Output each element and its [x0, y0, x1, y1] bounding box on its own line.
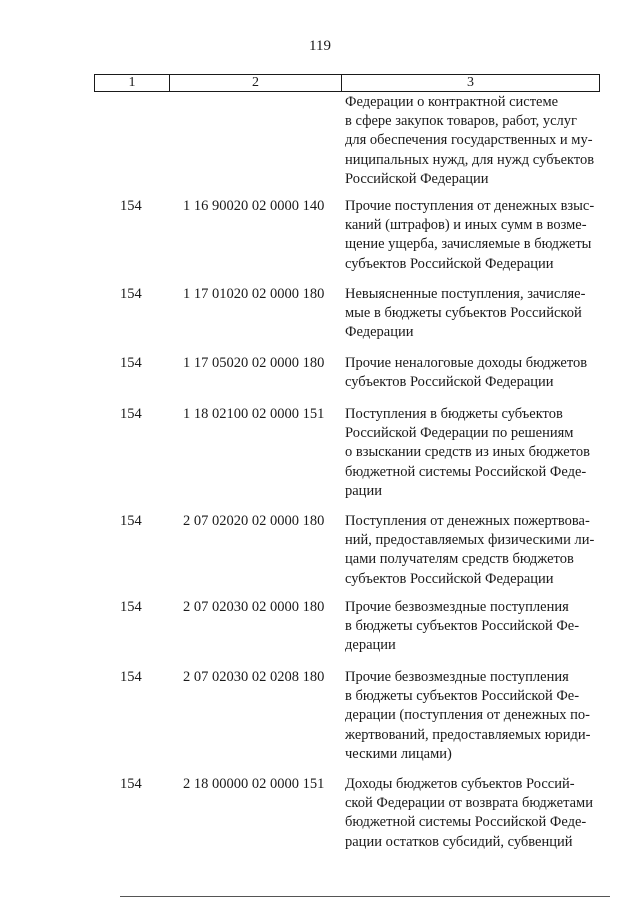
text-line: о взыскании средств из иных бюджетов [345, 444, 590, 461]
text-line: Российской Федерации по решениям [345, 425, 574, 442]
admin-code: 154 [120, 286, 142, 302]
header-col-3: 3 [467, 75, 474, 90]
income-code: 1 18 02100 02 0000 151 [183, 406, 325, 422]
income-code: 2 07 02030 02 0000 180 [183, 599, 325, 615]
admin-code: 154 [120, 406, 142, 422]
header-col-2: 2 [170, 75, 342, 91]
text-line: Прочие безвозмездные поступления [345, 599, 569, 615]
admin-code: 154 [120, 669, 142, 685]
text-line: мые в бюджеты субъектов Российской [345, 305, 582, 322]
table-header [94, 74, 600, 92]
income-name [345, 354, 605, 392]
text-line: бюджетной системы Российской Феде- [345, 463, 587, 480]
text-line: ниципальных нужд, для нужд субъектов [345, 151, 595, 168]
text-line: для обеспечения государственных и му- [345, 132, 593, 149]
income-name [345, 775, 605, 852]
text-line: в бюджеты субъектов Российской Фе- [345, 688, 580, 705]
text-line: жертвований, предоставляемых юриди- [345, 726, 591, 743]
income-name [345, 668, 605, 764]
continuation-text [345, 93, 605, 189]
admin-code: 154 [120, 599, 142, 615]
text-line: ской Федерации от возврата бюджетами [345, 795, 593, 812]
text-line: щение ущерба, зачисляемые в бюджеты [345, 236, 592, 253]
text-line: рации [345, 482, 382, 499]
income-code: 1 17 05020 02 0000 180 [183, 355, 325, 371]
text-line: Поступления от денежных пожертвова- [345, 513, 590, 529]
income-code: 2 07 02020 02 0000 180 [183, 513, 325, 529]
admin-code: 154 [120, 355, 142, 371]
page-bottom-rule [120, 896, 610, 898]
text-line: рации остатков субсидий, субвенций [345, 833, 573, 850]
text-line: Поступления в бюджеты субъектов [345, 406, 563, 422]
admin-code: 154 [120, 776, 142, 792]
text-line: Федерации [345, 324, 414, 341]
text-line: субъектов Российской Федерации [345, 374, 554, 391]
text-line: Прочие безвозмездные поступления [345, 669, 569, 685]
text-line: в сфере закупок товаров, работ, услуг [345, 113, 577, 130]
income-code: 2 07 02030 02 0208 180 [183, 669, 325, 685]
header-col-1: 1 [95, 75, 170, 91]
income-code: 2 18 00000 02 0000 151 [183, 776, 325, 792]
income-code: 1 17 01020 02 0000 180 [183, 286, 325, 302]
admin-code: 154 [120, 513, 142, 529]
income-name [345, 405, 605, 501]
text-line: каний (штрафов) и иных сумм в возме- [345, 217, 587, 234]
text-line: Невыясненные поступления, зачисляе- [345, 286, 586, 302]
admin-code: 154 [120, 198, 142, 214]
income-name [345, 512, 605, 589]
text-line: субъектов Российской Федерации [345, 570, 554, 587]
text-line: Федерации о контрактной системе [345, 94, 559, 110]
text-line: цами получателям средств бюджетов [345, 551, 574, 568]
text-line: Прочие поступления от денежных взыс- [345, 198, 595, 214]
text-line: ческими лицами) [345, 745, 452, 762]
text-line: Доходы бюджетов субъектов Россий- [345, 776, 575, 792]
income-name [345, 598, 605, 656]
page-number: 119 [309, 38, 331, 54]
text-line: Российской Федерации [345, 170, 489, 187]
text-line: в бюджеты субъектов Российской Фе- [345, 618, 580, 635]
text-line: бюджетной системы Российской Феде- [345, 814, 587, 831]
income-code: 1 16 90020 02 0000 140 [183, 198, 325, 214]
text-line: дерации (поступления от денежных по- [345, 707, 590, 724]
income-name [345, 285, 605, 343]
text-line: ний, предоставляемых физическими ли- [345, 532, 595, 549]
text-line: субъектов Российской Федерации [345, 255, 554, 272]
income-name [345, 197, 605, 274]
text-line: дерации [345, 637, 396, 654]
text-line: Прочие неналоговые доходы бюджетов [345, 355, 588, 371]
